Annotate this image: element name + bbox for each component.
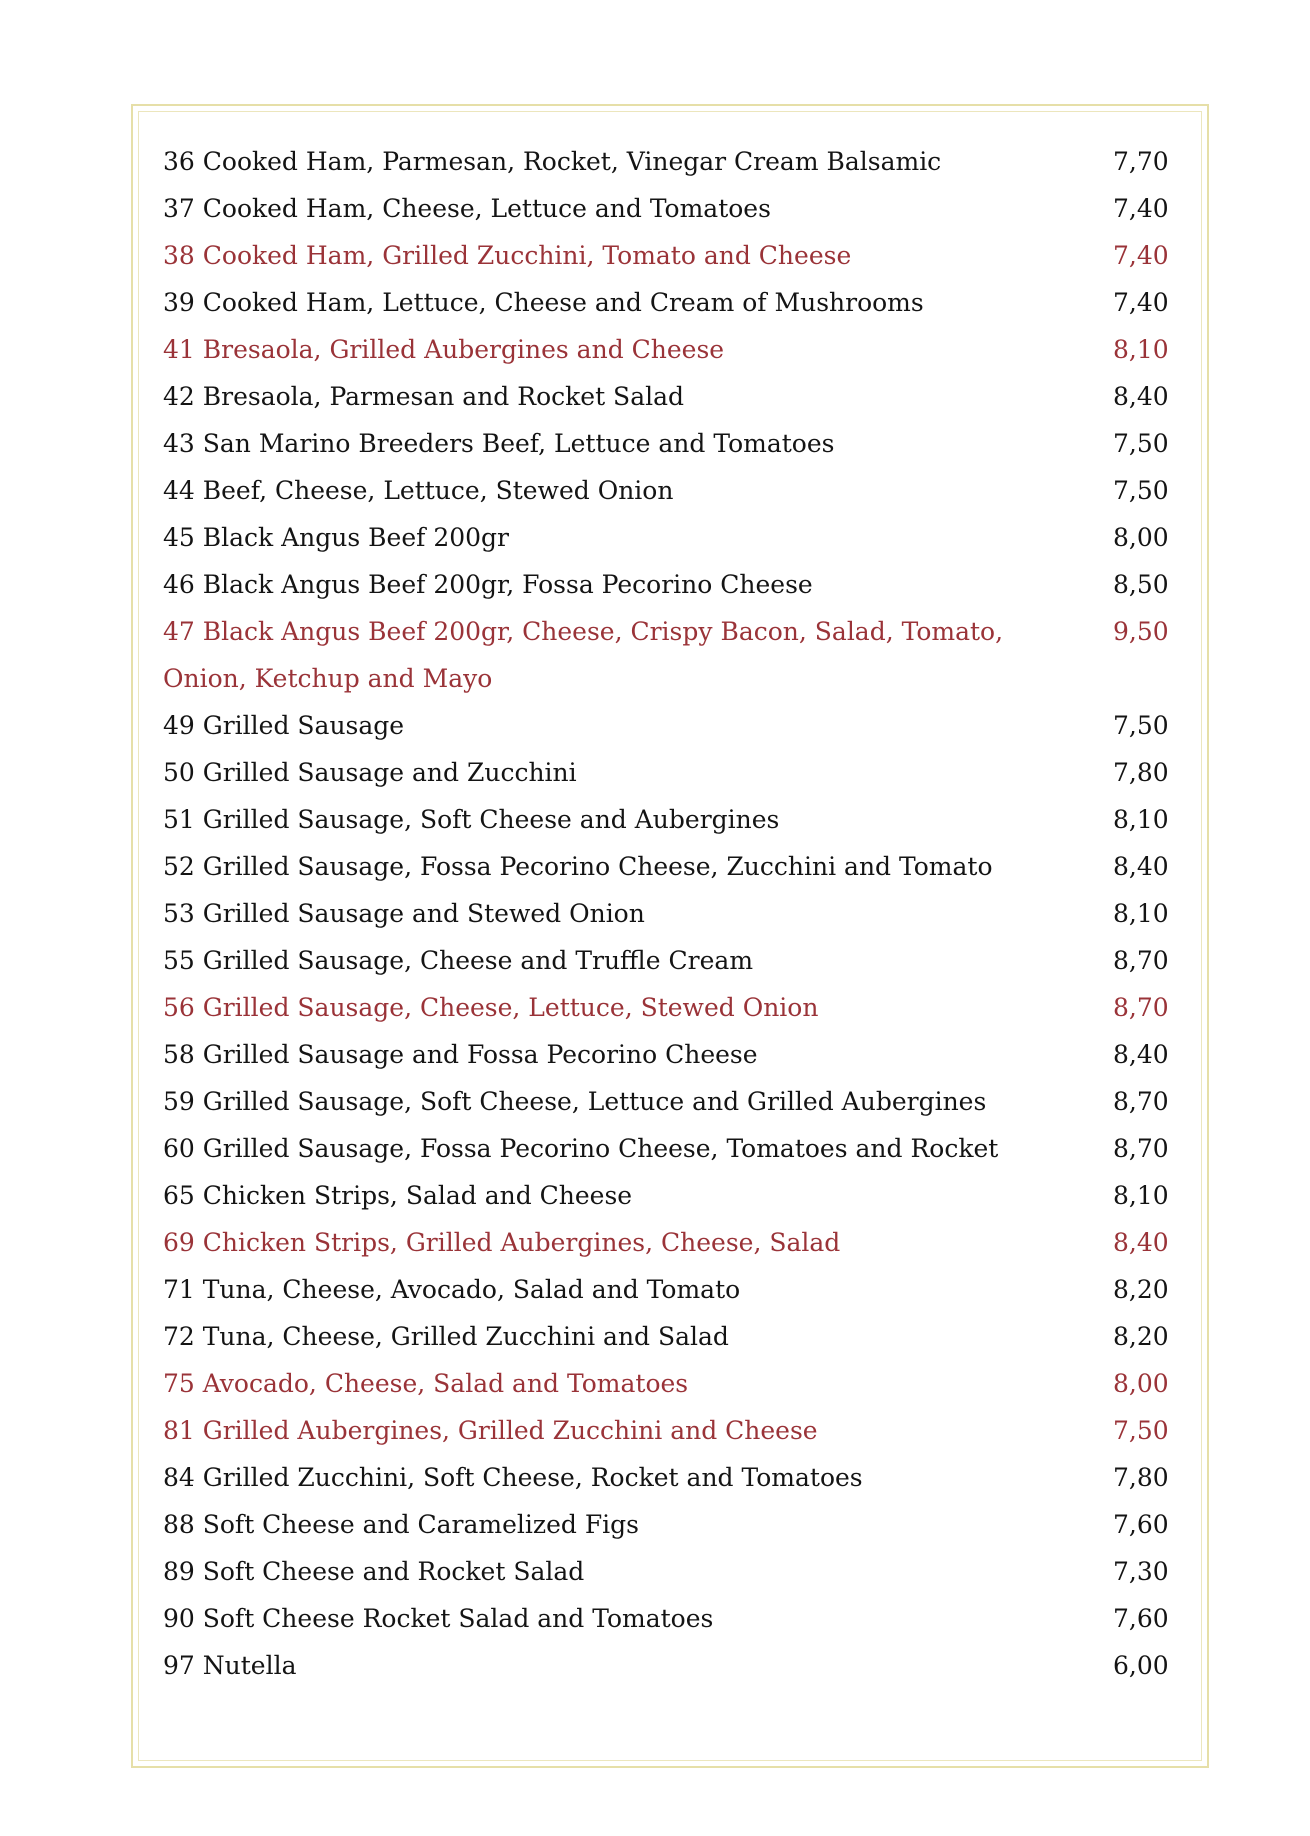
menu-item-name: 59 Grilled Sausage, Soft Cheese, Lettuce and Grilled Aubergines [163, 1087, 987, 1116]
menu-item [163, 279, 1173, 326]
menu-item-price: 7,80 [1113, 1463, 1169, 1492]
menu-item [163, 1125, 1173, 1172]
menu-item-price: 7,50 [1113, 711, 1169, 740]
menu-item [163, 1031, 1173, 1078]
menu-item-name: 55 Grilled Sausage, Cheese and Truffle Cream [163, 946, 754, 975]
menu-item-price: 8,10 [1113, 1181, 1169, 1210]
menu-item-name: 81 Grilled Aubergines, Grilled Zucchini and Cheese [163, 1416, 818, 1445]
menu-item [163, 232, 1173, 279]
menu-item-price: 7,50 [1113, 1416, 1169, 1445]
menu-item-price: 7,50 [1113, 429, 1169, 458]
menu-item [163, 1454, 1173, 1501]
menu-item-price: 7,60 [1113, 1604, 1169, 1633]
menu-item [163, 1642, 1173, 1689]
menu-item-name: 45 Black Angus Beef 200gr [163, 523, 509, 552]
menu-item [163, 1219, 1173, 1266]
menu-item-price: 8,40 [1113, 852, 1169, 881]
menu-item-name: 84 Grilled Zucchini, Soft Cheese, Rocket and Tomatoes [163, 1463, 863, 1492]
menu-item-price: 8,00 [1113, 523, 1169, 552]
menu-item-name: 51 Grilled Sausage, Soft Cheese and Aubergines [163, 805, 780, 834]
menu-list [163, 138, 1173, 1689]
menu-item [163, 1548, 1173, 1595]
menu-item [163, 1172, 1173, 1219]
menu-item-name: 65 Chicken Strips, Salad and Cheese [163, 1181, 633, 1210]
menu-item-name: 42 Bresaola, Parmesan and Rocket Salad [163, 382, 684, 411]
menu-item-price: 8,20 [1113, 1275, 1169, 1304]
menu-item-name: 47 Black Angus Beef 200gr, Cheese, Crispy Bacon, Salad, Tomato, Onion, Ketchup and Mayo [163, 617, 1004, 693]
menu-item-price: 7,30 [1113, 1557, 1169, 1586]
menu-item-name: 46 Black Angus Beef 200gr, Fossa Pecorino Cheese [163, 570, 813, 599]
menu-item [163, 984, 1173, 1031]
menu-item [163, 796, 1173, 843]
menu-item-name: 72 Tuna, Cheese, Grilled Zucchini and Salad [163, 1322, 729, 1351]
menu-item-name: 43 San Marino Breeders Beef, Lettuce and Tomatoes [163, 429, 835, 458]
menu-item-price: 7,80 [1113, 758, 1169, 787]
menu-item [163, 1266, 1173, 1313]
menu-item-price: 8,40 [1113, 1040, 1169, 1069]
menu-item-name: 52 Grilled Sausage, Fossa Pecorino Cheese, Zucchini and Tomato [163, 852, 993, 881]
menu-item-price: 8,40 [1113, 382, 1169, 411]
menu-item-name: 41 Bresaola, Grilled Aubergines and Cheese [163, 335, 725, 364]
menu-item-price: 8,20 [1113, 1322, 1169, 1351]
menu-item [163, 1313, 1173, 1360]
menu-item [163, 326, 1173, 373]
menu-item-name: 37 Cooked Ham, Cheese, Lettuce and Tomatoes [163, 194, 771, 223]
menu-item-price: 8,70 [1113, 993, 1169, 1022]
menu-item-name: 44 Beef, Cheese, Lettuce, Stewed Onion [163, 476, 674, 505]
menu-item [163, 138, 1173, 185]
menu-item-price: 8,10 [1113, 899, 1169, 928]
menu-item [163, 1407, 1173, 1454]
menu-item-price: 7,40 [1113, 288, 1169, 317]
menu-item-price: 7,40 [1113, 241, 1169, 270]
menu-item [163, 937, 1173, 984]
menu-item [163, 1595, 1173, 1642]
menu-item-name: 89 Soft Cheese and Rocket Salad [163, 1557, 585, 1586]
menu-item-price: 7,40 [1113, 194, 1169, 223]
menu-item-name: 53 Grilled Sausage and Stewed Onion [163, 899, 645, 928]
menu-item [163, 1501, 1173, 1548]
menu-item [163, 420, 1173, 467]
menu-item-price: 8,10 [1113, 805, 1169, 834]
menu-item-name: 39 Cooked Ham, Lettuce, Cheese and Cream of Mushrooms [163, 288, 924, 317]
menu-item-price: 7,70 [1113, 147, 1169, 176]
menu-item-name: 49 Grilled Sausage [163, 711, 405, 740]
menu-item [163, 185, 1173, 232]
menu-item-name: 97 Nutella [163, 1651, 297, 1680]
menu-item-price: 8,10 [1113, 335, 1169, 364]
menu-item-price: 8,70 [1113, 1087, 1169, 1116]
menu-item [163, 514, 1173, 561]
menu-item-price: 6,00 [1113, 1651, 1169, 1680]
menu-item [163, 561, 1173, 608]
menu-item [163, 1360, 1173, 1407]
menu-item-name: 69 Chicken Strips, Grilled Aubergines, Cheese, Salad [163, 1228, 841, 1257]
menu-item-name: 58 Grilled Sausage and Fossa Pecorino Cheese [163, 1040, 758, 1069]
menu-item-name: 75 Avocado, Cheese, Salad and Tomatoes [163, 1369, 689, 1398]
menu-item-price: 7,60 [1113, 1510, 1169, 1539]
menu-item-name: 88 Soft Cheese and Caramelized Figs [163, 1510, 640, 1539]
menu-item-price: 8,70 [1113, 946, 1169, 975]
menu-item [163, 749, 1173, 796]
menu-item-name: 56 Grilled Sausage, Cheese, Lettuce, Stewed Onion [163, 993, 819, 1022]
menu-item [163, 467, 1173, 514]
menu-item-price: 7,50 [1113, 476, 1169, 505]
menu-item-name: 71 Tuna, Cheese, Avocado, Salad and Tomato [163, 1275, 741, 1304]
menu-item-name: 50 Grilled Sausage and Zucchini [163, 758, 577, 787]
menu-item [163, 1078, 1173, 1125]
menu-item-price: 9,50 [1113, 617, 1169, 646]
menu-item-name: 36 Cooked Ham, Parmesan, Rocket, Vinegar Cream Balsamic [163, 147, 942, 176]
menu-item-price: 8,40 [1113, 1228, 1169, 1257]
menu-item [163, 373, 1173, 420]
menu-item-name: 90 Soft Cheese Rocket Salad and Tomatoes [163, 1604, 714, 1633]
menu-item-price: 8,70 [1113, 1134, 1169, 1163]
menu-item [163, 890, 1173, 937]
menu-item-price: 8,50 [1113, 570, 1169, 599]
menu-item [163, 702, 1173, 749]
menu-item-name: 38 Cooked Ham, Grilled Zucchini, Tomato and Cheese [163, 241, 852, 270]
menu-item-name: 60 Grilled Sausage, Fossa Pecorino Cheese, Tomatoes and Rocket [163, 1134, 999, 1163]
menu-item [163, 843, 1173, 890]
menu-item-price: 8,00 [1113, 1369, 1169, 1398]
menu-item [163, 608, 1173, 702]
